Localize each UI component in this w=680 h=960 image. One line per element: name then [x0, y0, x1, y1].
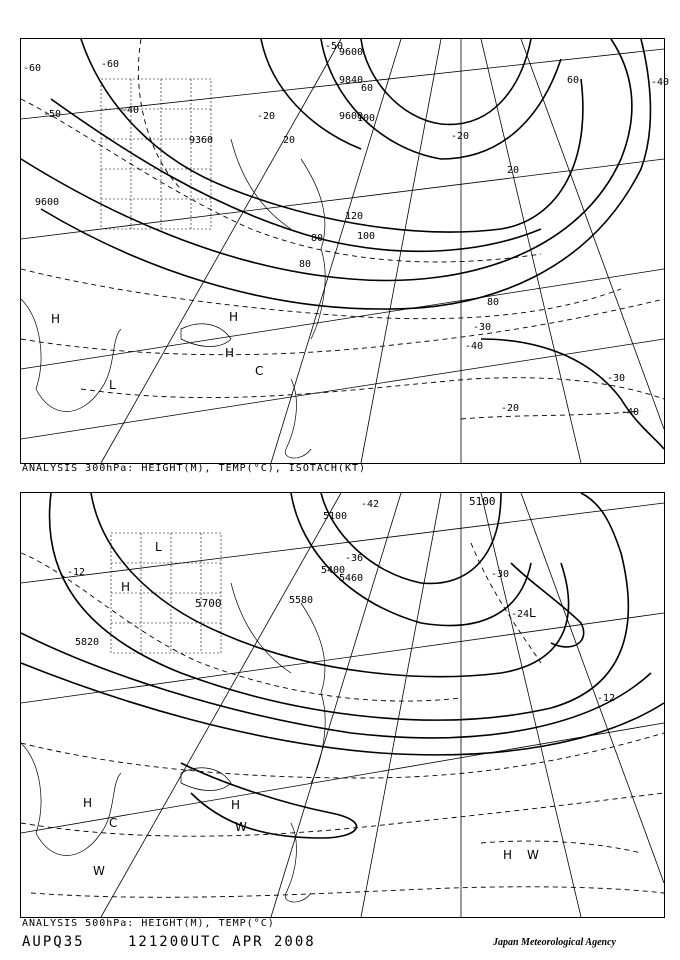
high-marker: H — [229, 310, 239, 324]
low-marker: L — [109, 378, 116, 392]
temp-label: -50 — [43, 109, 62, 120]
isotach-label: 60 — [567, 75, 580, 86]
isotach-label: 80 — [299, 259, 312, 270]
high-marker: H — [503, 848, 513, 862]
height-label: 5460 — [339, 573, 364, 584]
temp-label: -12 — [597, 693, 616, 704]
map-300hpa — [20, 38, 670, 464]
temp-label: -60 — [23, 63, 42, 74]
isotach-label: 80 — [311, 233, 324, 244]
temp-label: -20 — [451, 131, 470, 142]
isotach-label: -50 — [325, 41, 344, 52]
graticule — [21, 39, 664, 463]
high-marker: H — [231, 798, 241, 812]
height-label: 5100 — [323, 511, 348, 522]
cold-marker: C — [255, 364, 264, 378]
temp-label: -24 — [511, 609, 530, 620]
isotach-label: 20 — [283, 135, 296, 146]
height-label: 5400 — [321, 565, 346, 576]
temp-label: -40 — [651, 77, 670, 88]
height-label: 9360 — [189, 135, 214, 146]
isotach-label: 80 — [487, 297, 500, 308]
height-label: 5820 — [75, 637, 100, 648]
jet-hatch — [101, 79, 214, 229]
coastlines — [21, 583, 325, 902]
height-label: 5100 — [469, 495, 496, 508]
agency-credit: Japan Meteorological Agency — [493, 937, 616, 948]
map-500hpa — [20, 492, 665, 918]
temp-label: -60 — [101, 59, 120, 70]
temp-label: -20 — [501, 403, 520, 414]
graticule — [21, 493, 664, 917]
height-label: 9600 — [339, 111, 364, 122]
isotach-label: 60 — [361, 83, 374, 94]
warm-marker: W — [93, 864, 105, 878]
temp-label: -30 — [491, 569, 510, 580]
temp-label: -42 — [361, 499, 380, 510]
isotach-label: 100 — [357, 113, 376, 124]
chart-code: AUPQ35 — [22, 934, 85, 950]
map-500hpa-svg — [21, 493, 664, 917]
low-marker: L — [155, 540, 162, 554]
height-label: 5700 — [195, 597, 222, 610]
isotach-label: 120 — [345, 211, 364, 222]
height-labels — [35, 47, 363, 208]
temp-label: -40 — [465, 341, 484, 352]
top-panel-caption: ANALYSIS 300hPa: HEIGHT(M), TEMP(°C), ISOTACH(KT) — [22, 463, 367, 474]
temp-labels — [67, 499, 615, 704]
map-300hpa-svg — [21, 39, 670, 463]
temp-label: -30 — [607, 373, 626, 384]
height-contours — [21, 39, 664, 449]
height-label: 9600 — [339, 47, 364, 58]
valid-time: 121200UTC APR 2008 — [128, 934, 316, 950]
temp-label: -12 — [67, 567, 86, 578]
low-marker: L — [529, 606, 536, 620]
warm-marker: W — [527, 848, 539, 862]
height-label: 5580 — [289, 595, 314, 606]
height-contours — [21, 493, 664, 838]
temp-label: -20 — [257, 111, 276, 122]
pressure-systems — [51, 310, 263, 392]
isotach-label: 100 — [357, 231, 376, 242]
isotach-label: 20 — [507, 165, 520, 176]
height-label: 9840 — [339, 75, 364, 86]
temp-label: -40 — [121, 105, 140, 116]
high-marker: H — [225, 346, 235, 360]
coastlines — [21, 139, 325, 458]
temp-label: -30 — [473, 322, 492, 333]
cold-marker: C — [109, 816, 118, 830]
temp-label: -36 — [345, 553, 364, 564]
temp-label: -40 — [621, 407, 640, 418]
height-label: 9600 — [35, 197, 60, 208]
high-marker: H — [83, 796, 93, 810]
bottom-panel-caption: ANALYSIS 500hPa: HEIGHT(M), TEMP(°C) — [22, 918, 275, 929]
high-marker: H — [121, 580, 131, 594]
warm-marker: W — [235, 820, 247, 834]
high-marker: H — [51, 312, 61, 326]
